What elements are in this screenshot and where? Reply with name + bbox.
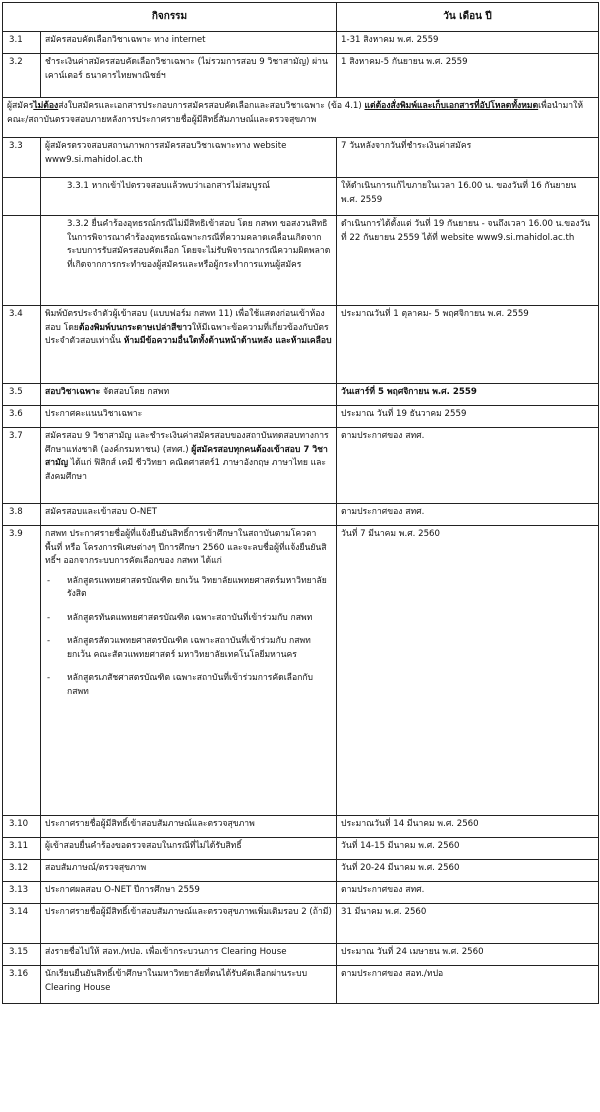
- row-date: ตามประกาศของ สทศ.: [337, 882, 599, 904]
- activity-part: สมัครสอบ 9 วิชาสามัญ และชำระเงินค่าสมัครสอบของสถาบันทดสอบทางการศึกษาแห่งชาติ (องค์กรมหาชน) (สทศ.): [45, 431, 329, 455]
- row-date: ตามประกาศของ สทศ.: [337, 504, 599, 526]
- table-row: [3, 838, 599, 860]
- row-date: ประมาณ วันที่ 19 ธันวาคม 2559: [337, 406, 599, 428]
- row-number: 3.8: [3, 504, 41, 526]
- row-activity: [41, 384, 337, 406]
- activity-emphasis: ผู้สมัครสอบทุกคนต้องเข้าสอบ 7 วิชาสามัญ: [45, 444, 328, 468]
- row-date: ประมาณวันที่ 14 มีนาคม พ.ศ. 2560: [337, 816, 599, 838]
- row-activity: สมัครสอบคัดเลือกวิชาเฉพาะ ทาง internet: [41, 32, 337, 54]
- row-activity: สมัครสอบและเข้าสอบ O-NET: [41, 504, 337, 526]
- row-activity: ผู้เข้าสอบยื่นคำร้องขอตรวจสอบในกรณีที่ไม่ได้รับสิทธิ์: [41, 838, 337, 860]
- row-date: ดำเนินการได้ตั้งแต่ วันที่ 19 กันยายน - จนถึงเวลา 16.00 น.ของวันที่ 22 กันยายน 2559 ได้ที่ website www9.si.mahidol.ac.th: [337, 216, 599, 306]
- sub-activity: 3.3.2 ยื่นคำร้องอุทธรณ์กรณีไม่มีสิทธิเข้าสอบ โดย กสพท ขอสงวนสิทธิในการพิจารณาคำร้องอุทธรณ์เฉพาะกรณีที่ความคลาดเคลื่อนเกิดจากระบบการรับสมัครสอบคัดเลือก โดยจะไม่รับพิจารณากรณีความผิดพลาดที่เกิดจากการกระทำของผู้สมัครและหรือผู้กระทำการแทนผู้สมัคร: [67, 219, 331, 270]
- row-number: 3.12: [3, 860, 41, 882]
- table-row: [3, 138, 599, 178]
- activity-part: พิมพ์บัตรประจำตัวผู้เข้าสอบ (แบบฟอร์ม กสพท 11) เพื่อใช้แสดงก่อนเข้าห้องสอบ โดย: [45, 309, 325, 333]
- table-row: [3, 816, 599, 838]
- note-emphasis: แต่ต้องสั่งพิมพ์และเก็บเอกสารที่อัปโหลดทั้งหมด: [364, 101, 539, 111]
- row-activity: [41, 526, 337, 816]
- table-row: [3, 216, 599, 306]
- table-row: [3, 54, 599, 98]
- row-number: 3.6: [3, 406, 41, 428]
- activity-part: จัดสอบโดย กสพท: [100, 387, 170, 397]
- note-part: เพื่อนำมาให้คณะ/สถาบันตรวจสอบภายหลังการประกาศรายชื่อผู้มีสิทธิ์สัมภาษณ์และตรวจสุขภาพ: [7, 101, 583, 125]
- row-number: 3.11: [3, 838, 41, 860]
- table-header-row: [3, 3, 599, 32]
- row-date: 1-31 สิงหาคม พ.ศ. 2559: [337, 32, 599, 54]
- header-activity: กิจกรรม: [3, 3, 337, 32]
- table-row: [3, 428, 599, 504]
- row-activity: สอบสัมภาษณ์/ตรวจสุขภาพ: [41, 860, 337, 882]
- table-row: [3, 504, 599, 526]
- row-date: ตามประกาศของ สอท./ทปอ: [337, 966, 599, 1004]
- table-row: [3, 966, 599, 1004]
- row-activity: ส่งรายชื่อไปให้ สอท./ทปอ. เพื่อเข้ากระบวนการ Clearing House: [41, 944, 337, 966]
- row-date: ประมาณ วันที่ 24 เมษายน พ.ศ. 2560: [337, 944, 599, 966]
- note-part: ส่งใบสมัครและเอกสารประกอบการสมัครสอบคัดเลือกและสอบวิชาเฉพาะ (ข้อ 4.1): [58, 101, 365, 111]
- table-row: [3, 406, 599, 428]
- row-date: วันที่ 14-15 มีนาคม พ.ศ. 2560: [337, 838, 599, 860]
- note-emphasis: ไม่ต้อง: [33, 101, 59, 111]
- row-date: ให้ดำเนินการแก้ไขภายในเวลา 16.00 น. ของวันที่ 16 กันยายน พ.ศ. 2559: [337, 178, 599, 216]
- table-row: [3, 860, 599, 882]
- row-activity: [41, 216, 337, 306]
- list-item: - หลักสูตรทันตแพทยศาสตรบัณฑิต เฉพาะสถาบันที่เข้าร่วมกับ กสพท: [45, 612, 332, 626]
- row-activity: [41, 178, 337, 216]
- activity-emphasis: ต้องพิมพ์บนกระดาษเปล่าสีขาว: [78, 322, 192, 333]
- list-item: - หลักสูตรแพทยศาสตรบัณฑิต ยกเว้น วิทยาลัยแพทยศาสตร์มหาวิทยาลัยรังสิต: [45, 575, 332, 602]
- table-row: [3, 178, 599, 216]
- row-number: [3, 178, 41, 216]
- row-number: 3.16: [3, 966, 41, 1004]
- row-date: 7 วันหลังจากวันที่ชำระเงินค่าสมัคร: [337, 138, 599, 178]
- row-number: 3.1: [3, 32, 41, 54]
- row-date: วันเสาร์ที่ 5 พฤศจิกายน พ.ศ. 2559: [337, 384, 599, 406]
- row-date: ประมาณวันที่ 1 ตุลาคม- 5 พฤศจิกายน พ.ศ. 2559: [337, 306, 599, 384]
- list-item: - หลักสูตรเภสัชศาสตรบัณฑิต เฉพาะสถาบันที่เข้าร่วมการคัดเลือกกับ กสพท: [45, 672, 332, 699]
- row-number: 3.5: [3, 384, 41, 406]
- row-activity: ประกาศคะแนนวิชาเฉพาะ: [41, 406, 337, 428]
- schedule-table: [2, 2, 599, 1004]
- row-activity: นักเรียนยืนยันสิทธิ์เข้าศึกษาในมหาวิทยาลัยที่ตนได้รับคัดเลือกผ่านระบบ Clearing House: [41, 966, 337, 1004]
- activity-text: กสพท ประกาศรายชื่อผู้ที่แจ้งยืนยันสิทธิ์การเข้าศึกษาในสถาบันตามโควตาพื้นที่ หรือ โครงการพิเศษต่างๆ ปีการศึกษา 2560 และจะลบชื่อผู้ที่แจ้งยืนยันสิทธิ์ฯ ออกจากระบบการคัดเลือกของ กสพท ได้แก่: [45, 529, 327, 566]
- row-activity: ผู้สมัครตรวจสอบสถานภาพการสมัครสอบวิชาเฉพาะทาง website www9.si.mahidol.ac.th: [41, 138, 337, 178]
- row-activity: ประกาศรายชื่อผู้มีสิทธิ์เข้าสอบสัมภาษณ์และตรวจสุขภาพเพิ่มเติมรอบ 2 (ถ้ามี): [41, 904, 337, 944]
- table-row: [3, 306, 599, 384]
- activity-emphasis: ห้ามมีข้อความอื่นใดทั้งด้านหน้าด้านหลัง และห้ามเคลือบ: [123, 336, 332, 346]
- table-row: [3, 904, 599, 944]
- row-number: 3.4: [3, 306, 41, 384]
- row-activity: [41, 428, 337, 504]
- activity-emphasis: สอบวิชาเฉพาะ: [45, 387, 101, 397]
- row-number: 3.3: [3, 138, 41, 178]
- row-date: วันที่ 20-24 มีนาคม พ.ศ. 2560: [337, 860, 599, 882]
- header-date: วัน เดือน ปี: [337, 3, 599, 32]
- row-number: 3.10: [3, 816, 41, 838]
- row-number: 3.14: [3, 904, 41, 944]
- table-row: [3, 882, 599, 904]
- row-activity: [41, 306, 337, 384]
- row-number: 3.15: [3, 944, 41, 966]
- row-activity: ประกาศรายชื่อผู้มีสิทธิ์เข้าสอบสัมภาษณ์และตรวจสุขภาพ: [41, 816, 337, 838]
- row-activity: ประกาศผลสอบ O-NET ปีการศึกษา 2559: [41, 882, 337, 904]
- row-date: 31 มีนาคม พ.ศ. 2560: [337, 904, 599, 944]
- note-row: [3, 98, 599, 138]
- activity-part: ได้แก่ ฟิสิกส์ เคมี ชีววิทยา คณิตศาสตร์1 ภาษาอังกฤษ ภาษาไทย และสังคมศึกษา: [45, 458, 327, 482]
- row-number: 3.9: [3, 526, 41, 816]
- note-text: [3, 98, 599, 138]
- table-row: [3, 526, 599, 816]
- row-number: 3.2: [3, 54, 41, 98]
- sub-activity: 3.3.1 หากเข้าไปตรวจสอบแล้วพบว่าเอกสารไม่สมบูรณ์: [67, 181, 270, 191]
- table-row: [3, 384, 599, 406]
- table-row: [3, 944, 599, 966]
- row-date: 1 สิงหาคม-5 กันยายน พ.ศ. 2559: [337, 54, 599, 98]
- row-number: [3, 216, 41, 306]
- row-activity: ชำระเงินค่าสมัครสอบคัดเลือกวิชาเฉพาะ (ไม่รวมการสอบ 9 วิชาสามัญ) ผ่านเคาน์เตอร์ ธนาคารไทยพาณิชย์ฯ: [41, 54, 337, 98]
- row-date: วันที่ 7 มีนาคม พ.ศ. 2560: [337, 526, 599, 816]
- list-item: - หลักสูตรสัตวแพทยศาสตรบัณฑิต เฉพาะสถาบันที่เข้าร่วมกับ กสพท ยกเว้น คณะสัตวแพทยศาสตร์ มหาวิทยาลัยเทคโนโลยีมหานคร: [45, 635, 332, 662]
- table-row: [3, 32, 599, 54]
- note-part: ผู้สมัคร: [7, 101, 34, 111]
- row-date: ตามประกาศของ สทศ.: [337, 428, 599, 504]
- row-number: 3.7: [3, 428, 41, 504]
- activity-part: ให้มีเฉพาะข้อความที่เกี่ยวข้องกับบัตรประจำตัวสอบเท่านั้น: [45, 322, 329, 346]
- row-number: 3.13: [3, 882, 41, 904]
